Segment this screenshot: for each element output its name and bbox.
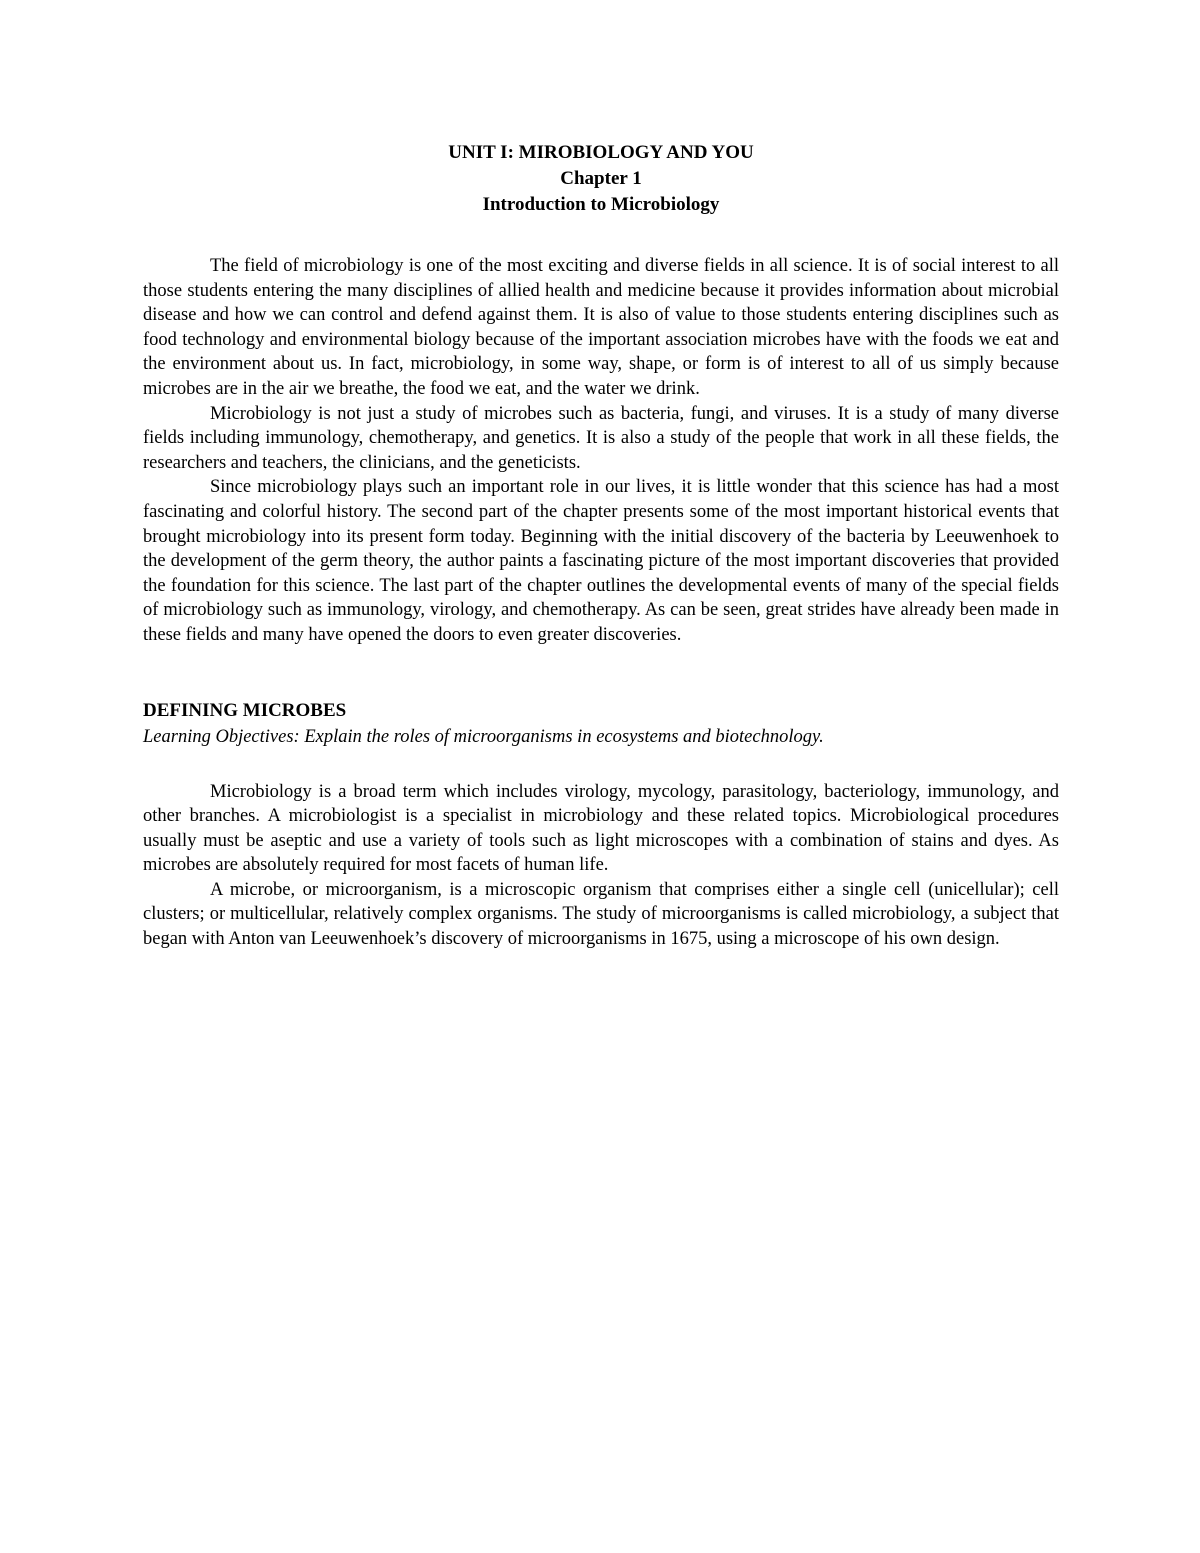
page-content [143,140,1059,952]
section-heading: DEFINING MICROBES [143,699,347,721]
section-paragraph: A microbe, or microorganism, is a microscopic organism that comprises either a single cell (unicellular); cell clusters; or multicellular, relatively complex organisms. The study of microorganisms is called microbiology, a subject that began with Anton van Leeuwenhoek’s discovery of microorganisms in 1675, using a microscope of his own design. [143,879,1059,950]
section-paragraph: Microbiology is a broad term which includes virology, mycology, parasitology, bacteriology, immunology, and other branches. A microbiologist is a specialist in microbiology and these related topics. Microbiological procedures usually must be aseptic and use a variety of tools such as light microscopes with a combination of stains and dyes. As microbes are absolutely required for most facets of human life. [143,781,1059,876]
learning-objectives: Learning Objectives: Explain the roles of microorganisms in ecosystems and biotechnology. [143,726,824,747]
unit-title: UNIT I: MIROBIOLOGY AND YOU [448,142,754,163]
intro-section [143,254,1059,648]
intro-paragraph: Since microbiology plays such an important role in our lives, it is little wonder that this science has had a most fascinating and colorful history. The second part of the chapter presents some of the most important historical events that brought microbiology into its present form today. Beginning with the initial discovery of the bacteria by Leeuwenhoek to the development of the germ theory, the author paints a fascinating picture of the most important discoveries that provided the foundation for this science. The last part of the chapter outlines the developmental events of many of the special fields of microbiology such as immunology, virology, and chemotherapy. As can be seen, great strides have already been made in these fields and many have opened the doors to even greater discoveries. [143,477,1059,645]
intro-paragraph: The field of microbiology is one of the most exciting and diverse fields in all science. It is of social interest to all those students entering the many disciplines of allied health and medicine because it provides information about microbial disease and how we can control and defend against them. It is also of value to those students entering disciplines such as food technology and environmental biology because of the important association microbes have with the foods we eat and the environment about us. In fact, microbiology, in some way, shape, or form is of interest to all of us simply because microbes are in the air we breathe, the food we eat, and the water we drink. [143,256,1059,399]
intro-paragraph: Microbiology is not just a study of microbes such as bacteria, fungi, and viruses. It is a study of many diverse fields including immunology, chemotherapy, and genetics. It is also a study of the people that work in all these fields, the researchers and teachers, the clinicians, and the geneticists. [143,403,1059,473]
title-block [143,140,1059,218]
chapter-title: Introduction to Microbiology [482,194,720,215]
chapter-number: Chapter 1 [560,168,642,189]
defining-microbes-section [143,780,1059,952]
